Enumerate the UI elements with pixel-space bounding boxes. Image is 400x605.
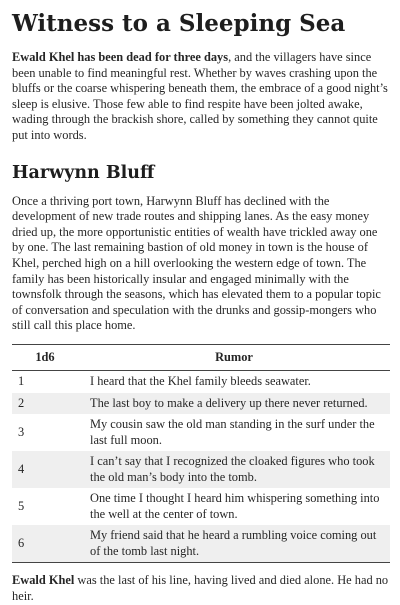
roll-cell: 3 [18, 425, 25, 440]
intro-lead: Ewald Khel has been dead for three days [12, 50, 229, 64]
roll-cell: 1 [18, 374, 25, 389]
footer-paragraph [12, 573, 390, 604]
roll-cell: 6 [12, 525, 78, 563]
table-row [12, 371, 390, 393]
table-row [12, 488, 390, 525]
rumor-cell: My cousin saw the old man standing in the surf under the last full moon. [90, 417, 375, 447]
table-row [12, 451, 390, 488]
intro-paragraph [12, 50, 390, 144]
table-row [12, 393, 390, 415]
header-rumor: Rumor [78, 344, 390, 371]
section-heading: Harwynn Bluff [12, 162, 155, 183]
rumor-cell: I heard that the Khel family bleeds seawater. [90, 374, 311, 389]
roll-cell: 5 [18, 499, 25, 514]
rumor-cell: My friend said that he heard a rumbling voice coming out of the tomb last night. [78, 525, 390, 563]
header-roll: 1d6 [12, 344, 78, 371]
table-row [12, 525, 390, 563]
footer-lead: Ewald Khel [12, 573, 75, 588]
intro-text: , and the villagers have since been unable to find meaningful rest. Whether by waves crashing upon the bluffs or the coarse whispering beneath them, the embrace of a good night’s sleep is elusive. Those few able to find respite have been jolted awake, wading through the brackish shore, called by something they cannot quite put into words. [12, 50, 388, 142]
rumor-cell: One time I thought I heard him whispering something into the well at the center of town. [90, 491, 380, 521]
roll-cell: 4 [12, 451, 78, 488]
rumor-cell: I can’t say that I recognized the cloaked figures who took the old man’s body into the tomb. [78, 451, 390, 488]
footer-text: was the last of his line, having lived and died alone. He had no heir. [12, 573, 389, 603]
roll-cell: 2 [12, 393, 78, 415]
rumor-table [12, 344, 390, 564]
rumor-cell: The last boy to make a delivery up there never returned. [78, 393, 390, 415]
table-row [12, 414, 390, 451]
page-title: Witness to a Sleeping Sea [12, 10, 346, 37]
table-header-row [12, 344, 390, 371]
section-body: Once a thriving port town, Harwynn Bluff has declined with the development of new trade routes and shipping lanes. As the easy money dried up, the more opportunistic entities of wealth have trickled away one by one. The last remaining bastion of old money in town is the house of Khel, perched high on a hill overlooking the western edge of town. The family has been historically insular and engaged minimally with the townsfolk through the seasons, which has elevated them to a popular topic of conversation and speculation with the drunks and gossip-mongers who still call this place home. [12, 193, 381, 333]
